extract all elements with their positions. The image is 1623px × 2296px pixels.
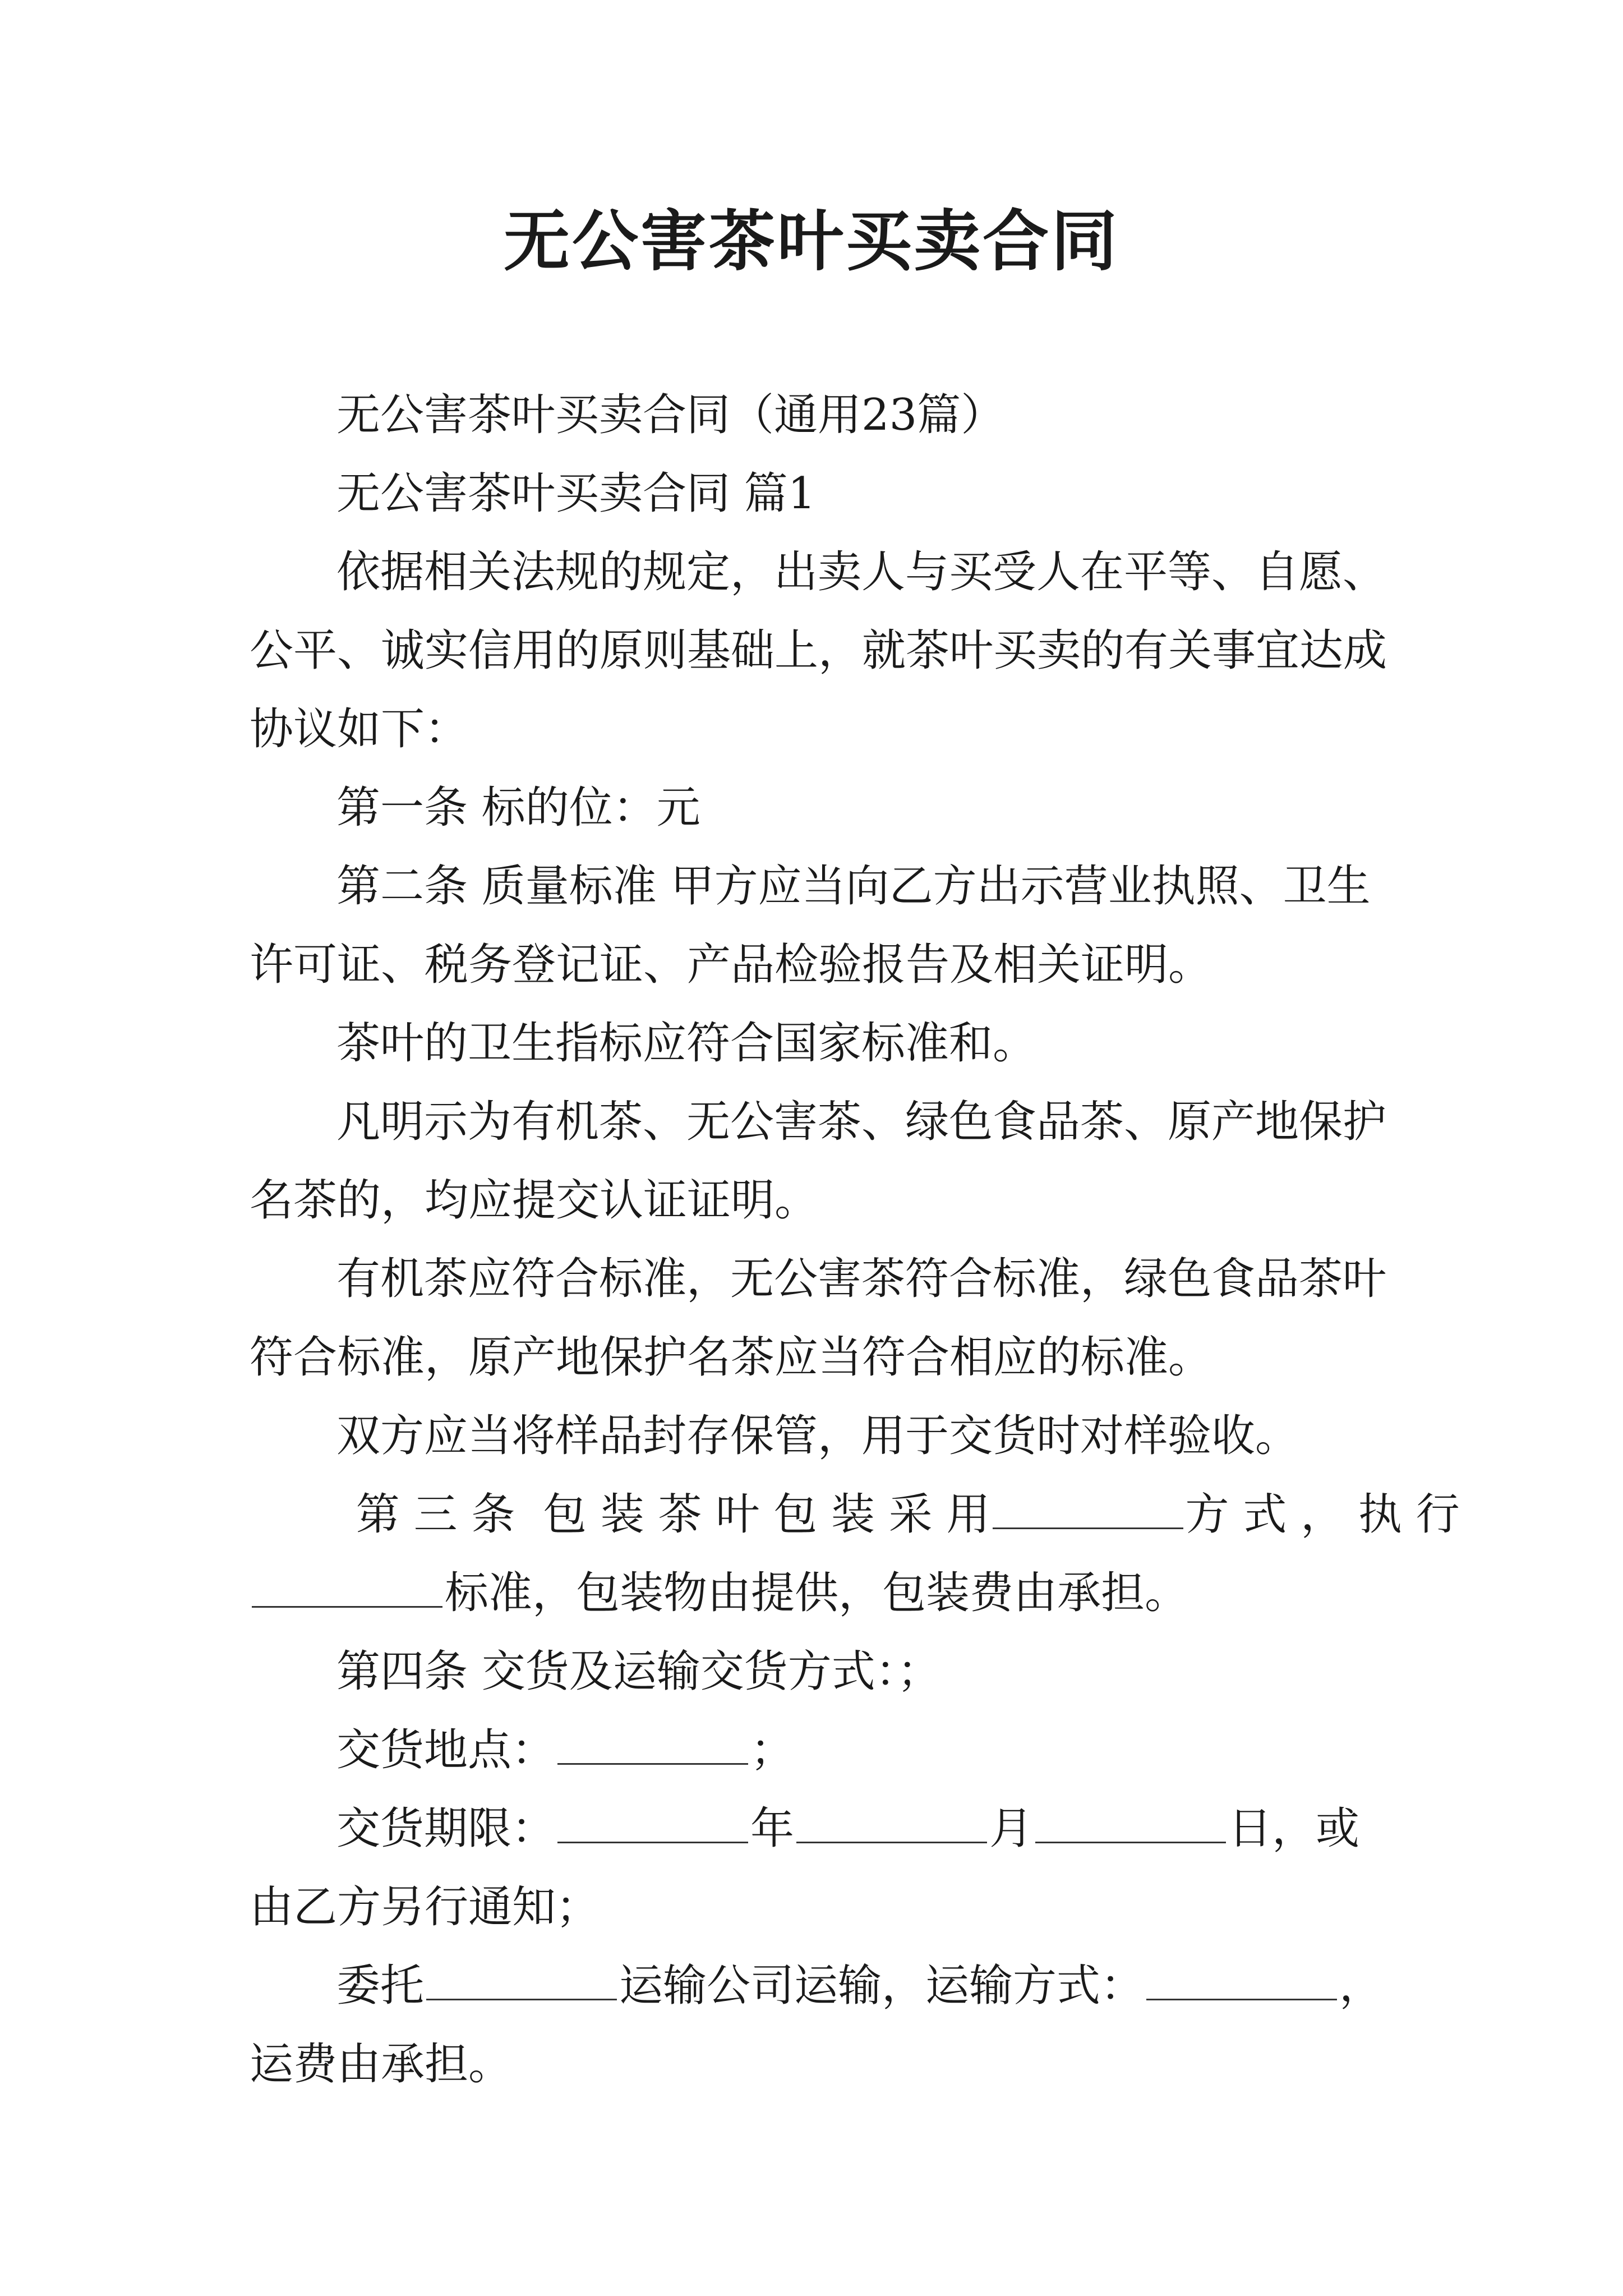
blank-field	[557, 1802, 748, 1843]
paragraph-line: 依据相关法规的规定，出卖人与买受人在平等、自愿、	[336, 547, 1387, 597]
article-3-text: 标准，包装物由提供，包装费由承担。	[445, 1568, 1189, 1618]
article-3-text: 第 三 条 包 装 茶 叶 包 装 采 用	[342, 1489, 990, 1540]
blank-field	[557, 1724, 748, 1765]
paragraph-line: 双方应当将样品封存保管，用于交货时对样验收。	[336, 1411, 1299, 1461]
paragraph-line: 符合标准，原产地保护名茶应当符合相应的标准。	[250, 1332, 1212, 1383]
blank-field	[796, 1802, 987, 1843]
field-label: 日，或	[1228, 1803, 1360, 1854]
field-label: ；	[750, 1725, 795, 1775]
field-label: 月	[989, 1803, 1034, 1854]
section-heading: 无公害茶叶买卖合同 篇1	[336, 468, 816, 519]
document-title: 无公害茶叶买卖合同	[503, 202, 1119, 280]
field-label: 运输公司运输，运输方式：	[619, 1961, 1145, 2011]
field-label: 交货地点：	[336, 1725, 556, 1775]
paragraph-line: 有机茶应符合标准，无公害茶符合标准，绿色食品茶叶	[336, 1254, 1387, 1304]
article-1: 第一条 标的位：元	[336, 783, 700, 833]
paragraph-line: 协议如下：	[250, 704, 469, 754]
blank-field	[1035, 1802, 1226, 1843]
blank-field	[1146, 1959, 1337, 2000]
blank-field	[252, 1567, 442, 1608]
paragraph-line: 由乙方另行通知；	[250, 1882, 600, 1932]
delivery-date	[0, 1789, 1623, 1868]
subtitle-line: 无公害茶叶买卖合同（通用23篇）	[336, 390, 1005, 440]
delivery-place	[0, 1711, 1623, 1789]
field-label: 交货期限：	[336, 1803, 556, 1854]
article-2: 第二条 质量标准 甲方应当向乙方出示营业执照、卫生	[336, 861, 1371, 912]
article-3-text: 方 式 ， 执 行	[1185, 1489, 1460, 1540]
paragraph-line: 运费由承担。	[250, 2039, 513, 2090]
blank-field	[426, 1959, 617, 2000]
paragraph-line: 茶叶的卫生指标应符合国家标准和。	[336, 1018, 1037, 1069]
blank-field	[993, 1488, 1183, 1529]
paragraph-line: 凡明示为有机茶、无公害茶、绿色食品茶、原产地保护	[336, 1097, 1387, 1147]
paragraph-line: 公平、诚实信用的原则基础上，就茶叶买卖的有关事宜达成	[250, 625, 1387, 676]
article-4: 第四条 交货及运输交货方式：；	[336, 1646, 941, 1697]
shipping-line	[0, 1947, 1623, 2025]
field-label: ，	[1339, 1961, 1384, 2011]
paragraph-line: 名茶的，均应提交认证证明。	[250, 1175, 819, 1226]
field-label: 年	[750, 1803, 795, 1854]
article-3	[0, 1475, 1623, 1554]
paragraph-line: 许可证、税务登记证、产品检验报告及相关证明。	[250, 940, 1212, 990]
field-label: 委托	[336, 1961, 425, 2011]
article-3-cont	[0, 1554, 1623, 1632]
